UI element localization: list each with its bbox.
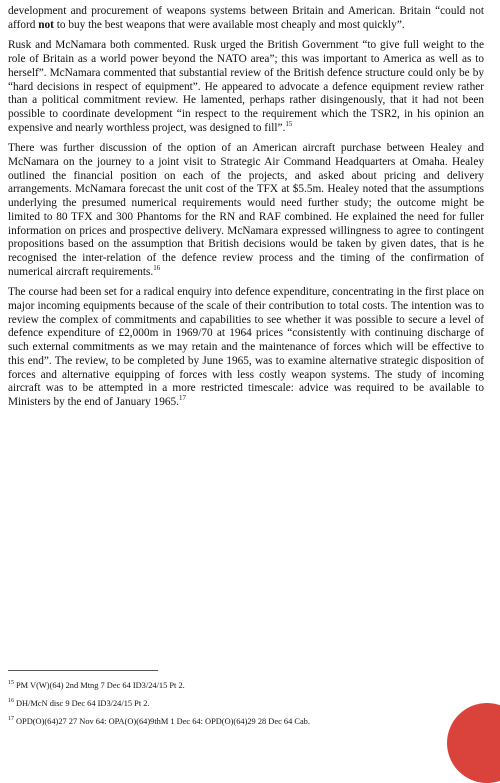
footnote-16 [8,698,478,709]
footnote-ref-17: 17 [179,394,186,403]
footnote-ref-15: 15 [285,119,293,128]
paragraph-text: development and procurement of weapons systems between Britain and American. Britain “could not afford [8,5,484,31]
paragraph-text: The course had been set for a radical enquiry into defence expenditure, concentrating in the first place on major incoming equipments because of the scale of their contribution to total costs. The intention was to review the complex of commitments and capabilities to see whether it was possible to secure a level of defence expenditure of £2,000m in 1969/70 at 1964 prices “consistently with continuing discharge of such external commitments as we may retain and the maintenance of forces which will be effective to this end”. The review, to be completed by June 1965, was to examine alternative strategic disposition of forces and alternative equipping of forces with less costly weapon systems. The study of incoming aircraft was to be attempted in a more restricted timescale: advice was required to be available to Ministers by the end of January 1965. [8,286,484,408]
paragraph-text: There was further discussion of the option of an American aircraft purchase between Healey and McNamara on the journey to a joint visit to Strategic Air Command Headquarters at Omaha. Healey outlined the financial position on each of the projects, and asked about pricing and delivery arrangements. McNamara forecast the unit cost of the TFX at $5.5m. Healey noted that the assumptions underlying the presumed numerical requirements would need further study; the outcome might be limited to 80 TFX and 300 Phantoms for the RN and RAF combined. He explained the need for fuller information on prices and prospective delivery. McNamara expressed willingness to agree to contingent propositions based on the assumption that British decisions would be taken by given dates, that is he recognised the inter-relation of the defence review process and the timing of the confirmation of numerical aircraft requirements. [8,142,484,278]
footnote-17 [8,716,478,727]
footnote-15 [8,680,478,691]
footnote-number: 16 [8,698,14,705]
document-body [8,5,484,417]
footnote-text: DH/McN disc 9 Dec 64 ID3/24/15 Pt 2. [16,699,150,708]
paragraph-rusk-mcnamara [8,39,484,135]
paragraph-text: Rusk and McNamara both commented. Rusk urged the British Government “to give full weight to the role of Britain as a world power beyond the NATO area”; this was important to America as well as to herself”. McNamara commented that substantial review of the British defence structure could only be by “hard decisions in respect of equipment”. He appeared to advocate a defence equipment review rather than a political commitment review. He lamented, perhaps rather disingenously, that it had not been possible to coordinate development “in respect to the requirement which the TSR2, in his opinion an expensive and nearly worthless project, was designed to fill”. [8,39,484,134]
footnote-number: 15 [8,680,14,687]
paragraph-defence-review [8,286,484,409]
footnotes [8,680,478,734]
footnote-divider [8,670,158,671]
footnote-text: PM V(W)(64) 2nd Mtng 7 Dec 64 ID3/24/15 Pt 2. [16,681,185,690]
paragraph-aircraft-purchase [8,142,484,279]
paragraph-text: to buy the best weapons that were available most cheaply and most quickly”. [53,18,405,31]
footnote-ref-16: 16 [153,263,161,272]
emphasis-not: not [38,18,54,31]
footnote-text: OPD(O)(64)27 27 Nov 64: OPA(O)(64)9thM 1 Dec 64: OPD(O)(64)29 28 Dec 64 Cab. [16,717,310,726]
paragraph-weapons-procurement [8,5,484,32]
footnote-number: 17 [8,716,14,723]
